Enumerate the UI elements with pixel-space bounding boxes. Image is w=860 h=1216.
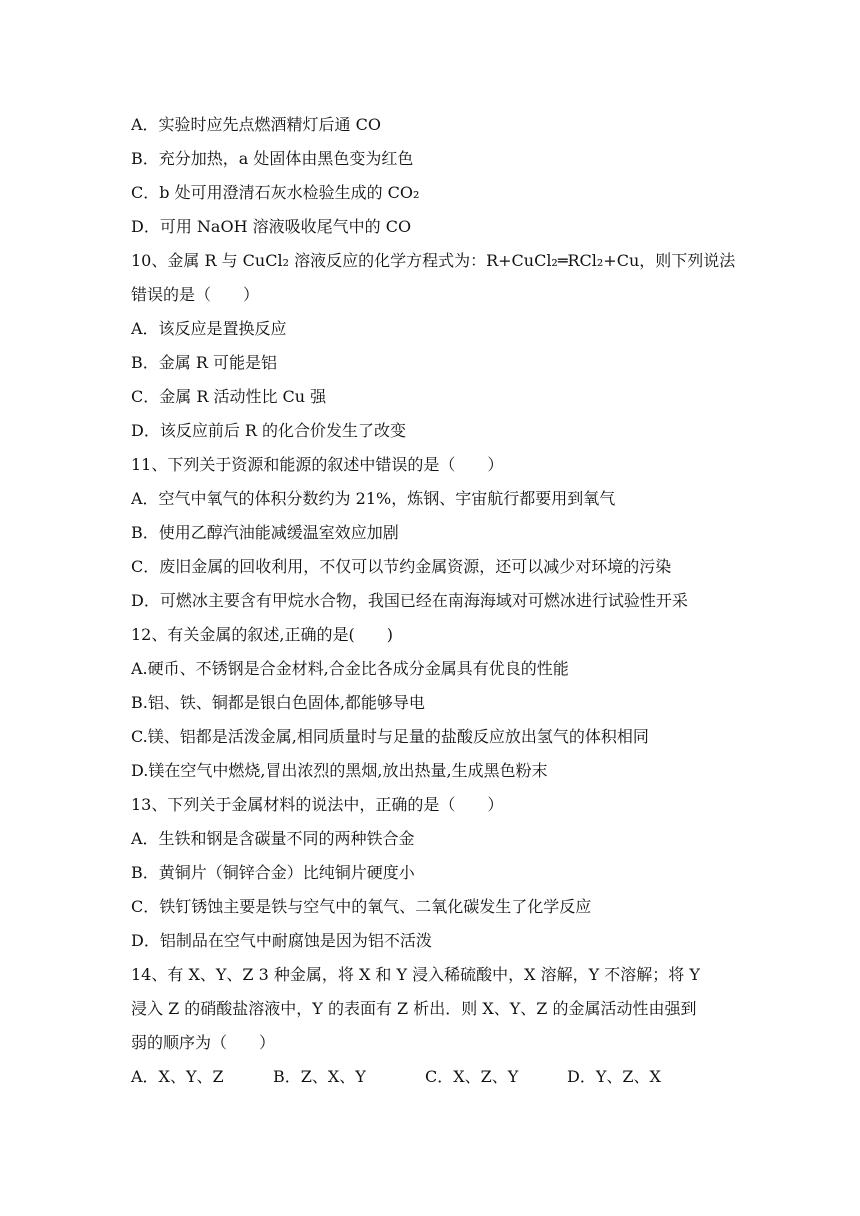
q14-options-row: [131, 1060, 737, 1094]
q12-option-d: D.镁在空气中燃烧,冒出浓烈的黑烟,放出热量,生成黑色粉末: [131, 761, 548, 780]
q11-option-d: D．可燃冰主要含有甲烷水合物，我国已经在南海海域对可燃冰进行试验性开采: [131, 591, 688, 610]
q10-option-d: D．该反应前后 R 的化合价发生了改变: [131, 421, 407, 440]
q9-option-c: C．b 处可用澄清石灰水检验生成的 CO₂: [131, 183, 420, 202]
q12-option-a: A.硬币、不锈钢是合金材料,合金比各成分金属具有优良的性能: [131, 659, 569, 678]
q13-option-b: B．黄铜片（铜锌合金）比纯铜片硬度小: [131, 863, 415, 882]
q9-option-d: D．可用 NaOH 溶液吸收尾气中的 CO: [131, 217, 412, 236]
q14-option-c: C．X、Z、Y: [425, 1067, 519, 1086]
q11-option-b: B．使用乙醇汽油能减缓温室效应加剧: [131, 523, 399, 542]
q12-stem: 12、有关金属的叙述,正确的是( ): [131, 625, 393, 644]
q13-option-d: D．铝制品在空气中耐腐蚀是因为铝不活泼: [131, 931, 432, 950]
q14-stem-line-1: 14、有 X、Y、Z 3 种金属，将 X 和 Y 浸入稀硫酸中，X 溶解，Y 不溶解；将 Y: [131, 965, 700, 984]
question-text-block: [131, 108, 737, 1094]
q13-stem: 13、下列关于金属材料的说法中，正确的是（ ）: [131, 795, 504, 814]
q14-stem-line-2: 浸入 Z 的硝酸盐溶液中，Y 的表面有 Z 析出．则 X、Y、Z 的金属活动性由强到: [131, 999, 697, 1018]
q10-stem-line-2: 错误的是（ ）: [131, 285, 260, 304]
q14-stem-line-3: 弱的顺序为（ ）: [131, 1033, 276, 1052]
q14-option-d: D．Y、Z、X: [567, 1067, 661, 1086]
q11-option-c: C．废旧金属的回收利用，不仅可以节约金属资源，还可以减少对环境的污染: [131, 557, 672, 576]
q9-option-a: A．实验时应先点燃酒精灯后通 CO: [131, 115, 382, 134]
q9-option-b: B．充分加热，a 处固体由黑色变为红色: [131, 149, 414, 168]
q12-option-c: C.镁、铝都是活泼金属,相同质量时与足量的盐酸反应放出氢气的体积相同: [131, 727, 649, 746]
q10-stem-line-1: 10、金属 R 与 CuCl₂ 溶液反应的化学方程式为：R+CuCl₂═RCl₂+Cu，则下列说法: [131, 251, 736, 270]
q12-option-b: B.铝、铁、铜都是银白色固体,都能够导电: [131, 693, 425, 712]
q14-option-b: B．Z、X、Y: [273, 1067, 366, 1086]
q11-option-a: A．空气中氧气的体积分数约为 21%，炼钢、宇宙航行都要用到氧气: [131, 489, 616, 508]
q11-stem: 11、下列关于资源和能源的叙述中错误的是（ ）: [131, 455, 504, 474]
q10-option-c: C．金属 R 活动性比 Cu 强: [131, 387, 327, 406]
q10-option-b: B．金属 R 可能是铝: [131, 353, 277, 372]
q14-option-a: A．X、Y、Z: [131, 1067, 224, 1086]
q10-option-a: A．该反应是置换反应: [131, 319, 287, 338]
q13-option-c: C．铁钉锈蚀主要是铁与空气中的氧气、二氧化碳发生了化学反应: [131, 897, 592, 916]
q13-option-a: A．生铁和钢是含碳量不同的两种铁合金: [131, 829, 415, 848]
